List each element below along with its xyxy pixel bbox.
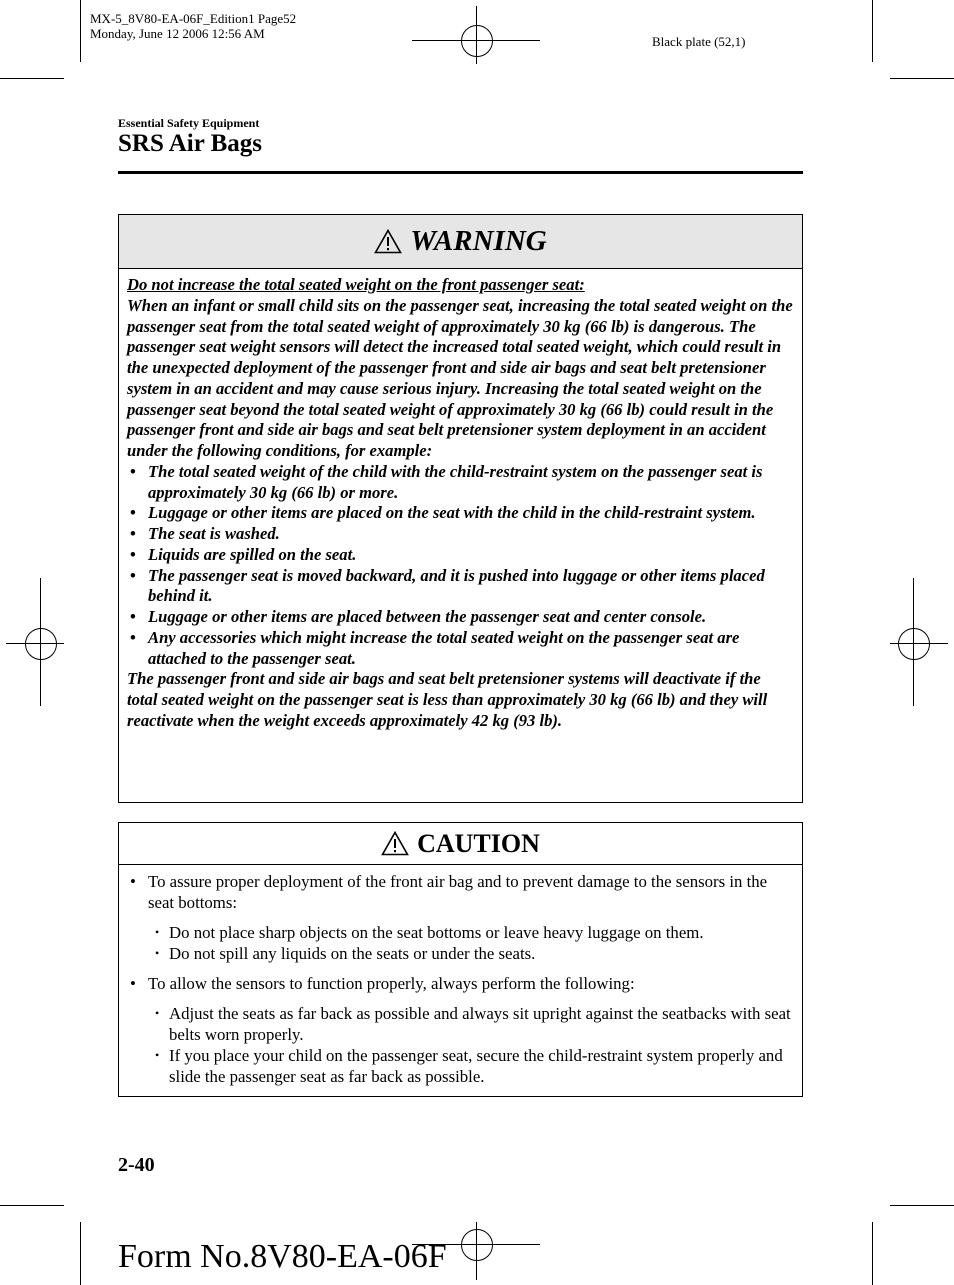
registration-circle [461, 25, 493, 57]
warning-intro: When an infant or small child sits on the passenger seat, increasing the total seated weight on the passenger seat from the total seated weight of approximately 30 kg (66 lb) is dangerous. The passenger seat weight sensors will detect the increased total seated weight, which could result in the unexpected deployment of the passenger front and side air bags and seat belt pretensioner system in an accident and may cause serious injury. Increasing the total seated weight on the passenger seat beyond the total seated weight of approximately 30 kg (66 lb) could result in the passenger front and side air bags and seat belt pretensioner system deployment in an accident under the following conditions, for example: [127, 295, 793, 460]
sub-bullet-icon: • [155, 946, 160, 960]
caution-heading: CAUTION [417, 828, 540, 858]
crop-mark [872, 0, 873, 62]
list-item: • Luggage or other items are placed on the seat with the child in the child-restraint system. [130, 503, 756, 523]
print-meta [90, 11, 296, 41]
warning-header [119, 215, 802, 269]
crop-mark [80, 0, 81, 62]
warning-triangle-icon [381, 831, 409, 856]
warning-lead: Do not increase the total seated weight on the front passenger seat: [127, 275, 585, 294]
file-line: MX-5_8V80-EA-06F_Edition1 Page52 [90, 11, 297, 26]
list-item: • To allow the sensors to function properly, always perform the following: [130, 974, 635, 993]
crop-mark [872, 1222, 873, 1285]
plate-label: Black plate (52,1) [652, 34, 746, 49]
warning-condition-list [127, 462, 794, 670]
caution-box [118, 822, 803, 1097]
sub-bullet-icon: • [155, 925, 160, 939]
section-label: Essential Safety Equipment [118, 116, 260, 130]
bullet-icon: • [130, 461, 136, 481]
list-item: • Liquids are spilled on the seat. [130, 544, 357, 564]
bullet-icon: • [130, 544, 136, 564]
form-number: Form No.8V80-EA-06F [118, 1238, 447, 1275]
list-item: • The passenger seat is moved backward, and it is pushed into luggage or other items placed behind it. [130, 565, 765, 606]
sub-list-item: • If you place your child on the passenger seat, secure the child-restraint system properly and slide the passenger seat as far back as possible. [155, 1046, 783, 1086]
list-item: • The seat is washed. [130, 524, 280, 543]
list-item: • Luggage or other items are placed between the passenger seat and center console. [130, 607, 707, 626]
registration-circle [25, 628, 57, 660]
warning-box [118, 214, 803, 803]
bullet-icon: • [130, 524, 136, 543]
bullet-icon: • [130, 627, 136, 647]
crop-mark [890, 78, 954, 79]
crop-mark [890, 1205, 954, 1206]
sub-list-item: • Do not place sharp objects on the seat bottoms or leave heavy luggage on them. [155, 923, 704, 942]
crop-mark [0, 1205, 64, 1206]
sub-list-item: • Do not spill any liquids on the seats or under the seats. [155, 944, 536, 963]
sub-bullet-icon: • [155, 1048, 160, 1062]
crop-mark [80, 1222, 81, 1285]
page-title: SRS Air Bags [118, 130, 263, 157]
date-line: Monday, June 12 2006 12:56 AM [90, 26, 265, 41]
registration-circle [898, 628, 930, 660]
caution-body [119, 865, 802, 1087]
bullet-icon: • [130, 872, 136, 891]
page-number: 2-40 [118, 1154, 155, 1176]
bullet-icon: • [130, 503, 136, 523]
warning-heading: WARNING [410, 225, 547, 257]
warning-body [119, 269, 802, 732]
sub-list-item: • Adjust the seats as far back as possible and always sit upright against the seatbacks with seat belts worn properly. [155, 1004, 791, 1044]
registration-circle [461, 1229, 493, 1261]
warning-closing: The passenger front and side air bags and seat belt pretensioner systems will deactivate if the total seated weight on the passenger seat is less than approximately 30 kg (66 lb) and they will reactivate when the weight exceeds approximately 42 kg (93 lb). [127, 669, 768, 730]
caution-header [119, 823, 802, 865]
title-rule [118, 171, 803, 174]
bullet-icon: • [130, 607, 136, 626]
bullet-icon: • [130, 565, 136, 585]
list-item: • Any accessories which might increase the total seated weight on the passenger seat are attached to the passenger seat. [130, 627, 740, 668]
warning-triangle-icon [374, 229, 402, 254]
sub-bullet-icon: • [155, 1006, 160, 1020]
list-item: • The total seated weight of the child with the child-restraint system on the passenger seat is approximately 30 kg (66 lb) or more. [130, 461, 763, 502]
list-item: • To assure proper deployment of the front air bag and to prevent damage to the sensors in the seat bottoms: [130, 872, 768, 912]
crop-mark [0, 78, 64, 79]
bullet-icon: • [130, 974, 136, 993]
